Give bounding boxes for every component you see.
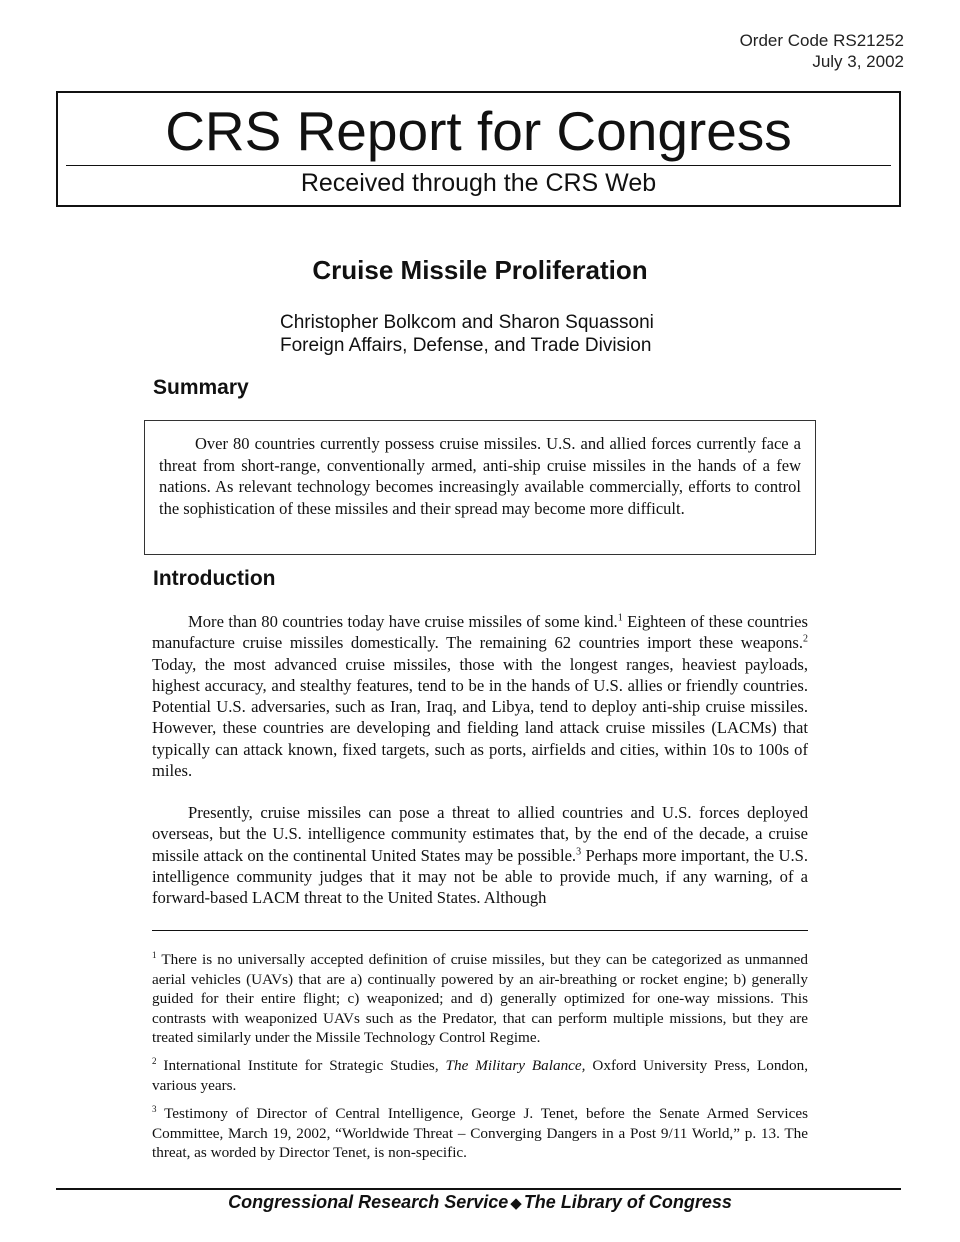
footnote-divider xyxy=(152,930,808,931)
page-footer xyxy=(0,1192,960,1213)
footnote-2 xyxy=(152,1056,808,1095)
footnote-text: Oxford University Press, London, various years. xyxy=(152,1057,808,1094)
crs-banner xyxy=(56,91,901,207)
publication-title: The Military Balance, xyxy=(445,1057,586,1074)
footnote-text: International Institute for Strategic Studies, xyxy=(156,1057,446,1074)
summary-box xyxy=(144,420,816,555)
intro-paragraph-2 xyxy=(152,802,808,908)
footnote-ref-3[interactable]: 3 xyxy=(576,846,582,858)
text-run: More than 80 countries today have cruise missiles of some kind. xyxy=(188,612,618,631)
footnote-mark: 1 xyxy=(152,949,157,960)
footnote-text: There is no universally accepted definition of cruise missiles, but they can be categorized as unmanned aerial vehicles (UAVs) that are a) continually powered by an air-breathing or rocket engine; b) generally guided for their entire flight; c) weaponized; and d) generally optimized for one-way missions. This contrasts with weaponized UAVs such as the Predator, that can perform multiple missions, but they are treated similarly under the Missile Technology Control Regime. xyxy=(152,951,808,1046)
summary-text: Over 80 countries currently possess cruise missiles. U.S. and allied forces currently face a threat from short-range, conventionally armed, anti-ship cruise missiles in the hands of a few nations. As relevant technology becomes increasingly available commercially, efforts to control the sophistication of these missiles and their spread may become more difficult. xyxy=(159,434,801,518)
author-block xyxy=(280,311,654,357)
summary-heading: Summary xyxy=(153,376,249,399)
order-code: Order Code RS21252 xyxy=(739,31,904,50)
footer-loc: The Library of Congress xyxy=(523,1192,732,1212)
banner-divider xyxy=(66,165,891,166)
report-date: July 3, 2002 xyxy=(812,52,904,71)
division: Foreign Affairs, Defense, and Trade Division xyxy=(280,335,652,356)
footnote-mark: 3 xyxy=(152,1103,157,1114)
footnote-ref-1[interactable]: 1 xyxy=(617,612,623,624)
footnote-text: Testimony of Director of Central Intelligence, George J. Tenet, before the Senate Armed Services Committee, March 19, 2002, “Worldwide Threat – Converging Dangers in a Post 9/11 World,” p. 13. The threat, as worded by Director Tenet, is non-specific. xyxy=(152,1105,808,1161)
order-info xyxy=(740,30,904,72)
text-run: Presently, cruise missiles can pose a threat to allied countries and U.S. forces deployed overseas, but the U.S. intelligence community estimates that, by the end of the decade, a cruise missile attack on the continental United States may be possible. xyxy=(152,803,808,865)
authors: Christopher Bolkcom and Sharon Squassoni xyxy=(280,312,654,333)
report-title: Cruise Missile Proliferation xyxy=(312,255,648,285)
text-run: Perhaps more important, the U.S. intelligence community judges that it may not be able to provide much, if any warning, of a forward-based LACM threat to the United States. Although xyxy=(152,845,808,908)
diamond-icon: ◆ xyxy=(510,1195,522,1212)
introduction-heading: Introduction xyxy=(153,567,276,590)
text-run: Eighteen of these countries manufacture cruise missiles domestically. The remaining 62 countries import these weapons. xyxy=(152,612,808,653)
footnote-1 xyxy=(152,950,808,1048)
footnote-ref-2[interactable]: 2 xyxy=(803,633,808,645)
footer-divider xyxy=(56,1188,901,1190)
intro-paragraph-1 xyxy=(152,611,808,781)
text-run: Today, the most advanced cruise missiles, those with the longest ranges, heaviest payloads, highest accuracy, and stealthy features, tend to be in the hands of U.S. allies or friendly countries. Potential U.S. adversaries, such as Iran, Iraq, and Libya, tend to deploy anti-ship cruise missiles. However, these countries are developing and fielding land attack cruise missiles (LACMs) that typically can attack known, fixed targets, such as ports, airfields and cities, within 10s to 100s of miles. xyxy=(152,654,808,781)
footnote-mark: 2 xyxy=(152,1055,157,1066)
footer-crs: Congressional Research Service xyxy=(228,1192,509,1212)
footnote-3 xyxy=(152,1104,808,1163)
banner-title: CRS Report for Congress xyxy=(165,100,792,162)
banner-subtitle: Received through the CRS Web xyxy=(300,169,657,197)
